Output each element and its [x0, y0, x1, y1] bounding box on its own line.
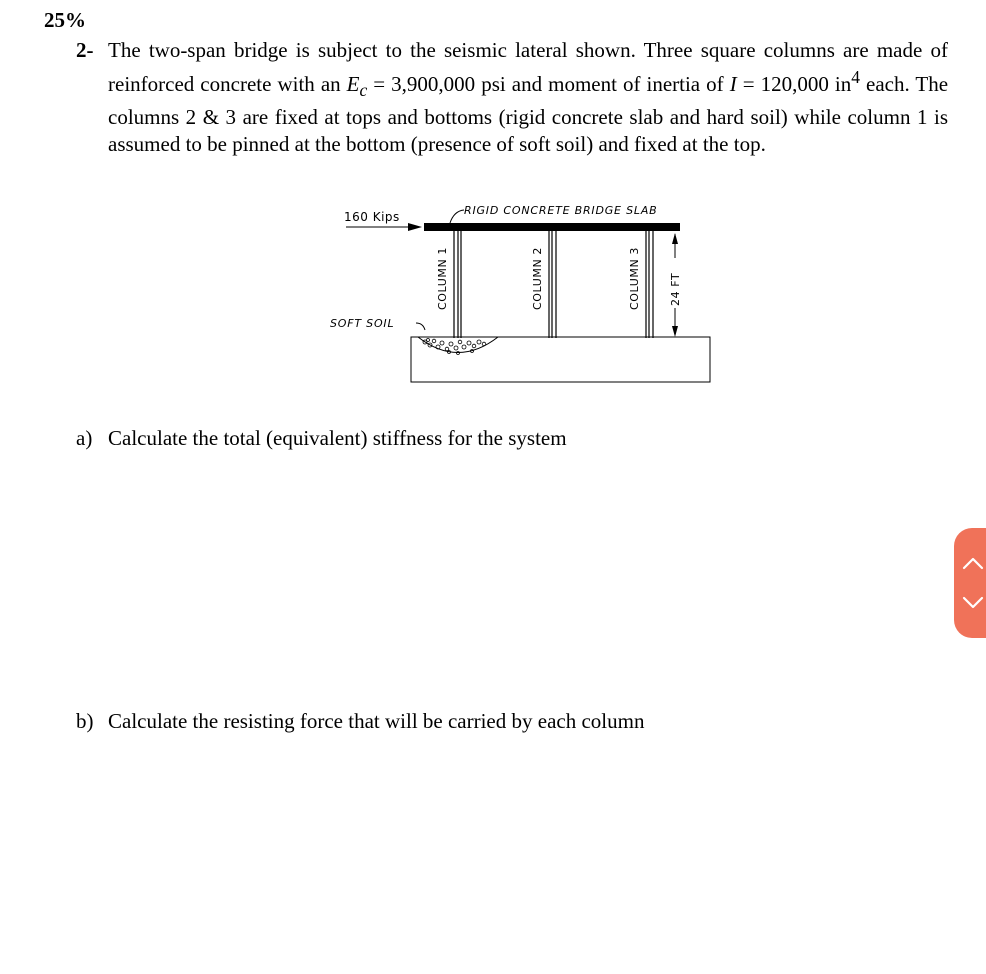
e-subscript: c	[359, 80, 368, 101]
load-label: 160 Kips	[344, 210, 400, 224]
part-a-label: a)	[76, 426, 93, 450]
problem-text-part: = 3,900,000 psi and moment of inertia of	[367, 72, 730, 96]
slab-leader	[450, 210, 464, 223]
ground-block	[411, 337, 710, 382]
e-symbol: E	[346, 72, 360, 96]
weight-percent: 25%	[44, 8, 86, 32]
slab-label: RIGID CONCRETE BRIDGE SLAB	[464, 204, 658, 217]
column-2-label: COLUMN 2	[531, 247, 544, 310]
problem-text-part: = 120,000 in	[736, 72, 852, 96]
problem-text-part: The two-span bridge is subject to the seismic lateral shown. Three square columns are made of reinforced concrete with an	[108, 38, 948, 96]
part-a-text: Calculate the total (equivalent) stiffness for the system	[108, 426, 567, 450]
scroll-nav-widget	[954, 528, 986, 638]
chevron-up-icon[interactable]	[954, 542, 986, 578]
i-exponent: 4	[851, 67, 860, 87]
column-3	[646, 231, 653, 338]
column-1-label: COLUMN 1	[436, 247, 449, 310]
height-label: 24 FT	[669, 272, 682, 306]
column-3-label: COLUMN 3	[628, 247, 641, 310]
part-b-label: b)	[76, 709, 94, 733]
bridge-figure	[330, 196, 720, 388]
soil-label: SOFT SOIL	[330, 317, 395, 330]
problem-number: 2-	[76, 38, 94, 62]
column-1	[454, 231, 461, 338]
part-b	[76, 709, 644, 734]
soil-leader	[416, 323, 425, 330]
column-2	[549, 231, 556, 338]
part-a	[76, 426, 567, 451]
i-symbol: I	[729, 72, 737, 96]
chevron-down-icon[interactable]	[954, 586, 986, 622]
problem-statement	[76, 37, 948, 158]
bridge-slab	[424, 223, 680, 231]
part-b-text: Calculate the resisting force that will be carried by each column	[108, 709, 645, 733]
problem-text-part: each. The columns 2 & 3 are fixed at tops and bottoms (rigid concrete slab and hard soil) while column 1 is assumed to be pinned at the bottom (presence of soft soil) and fixed at the top.	[108, 72, 949, 157]
problem-text	[108, 37, 948, 158]
load-arrow-head	[408, 223, 422, 231]
